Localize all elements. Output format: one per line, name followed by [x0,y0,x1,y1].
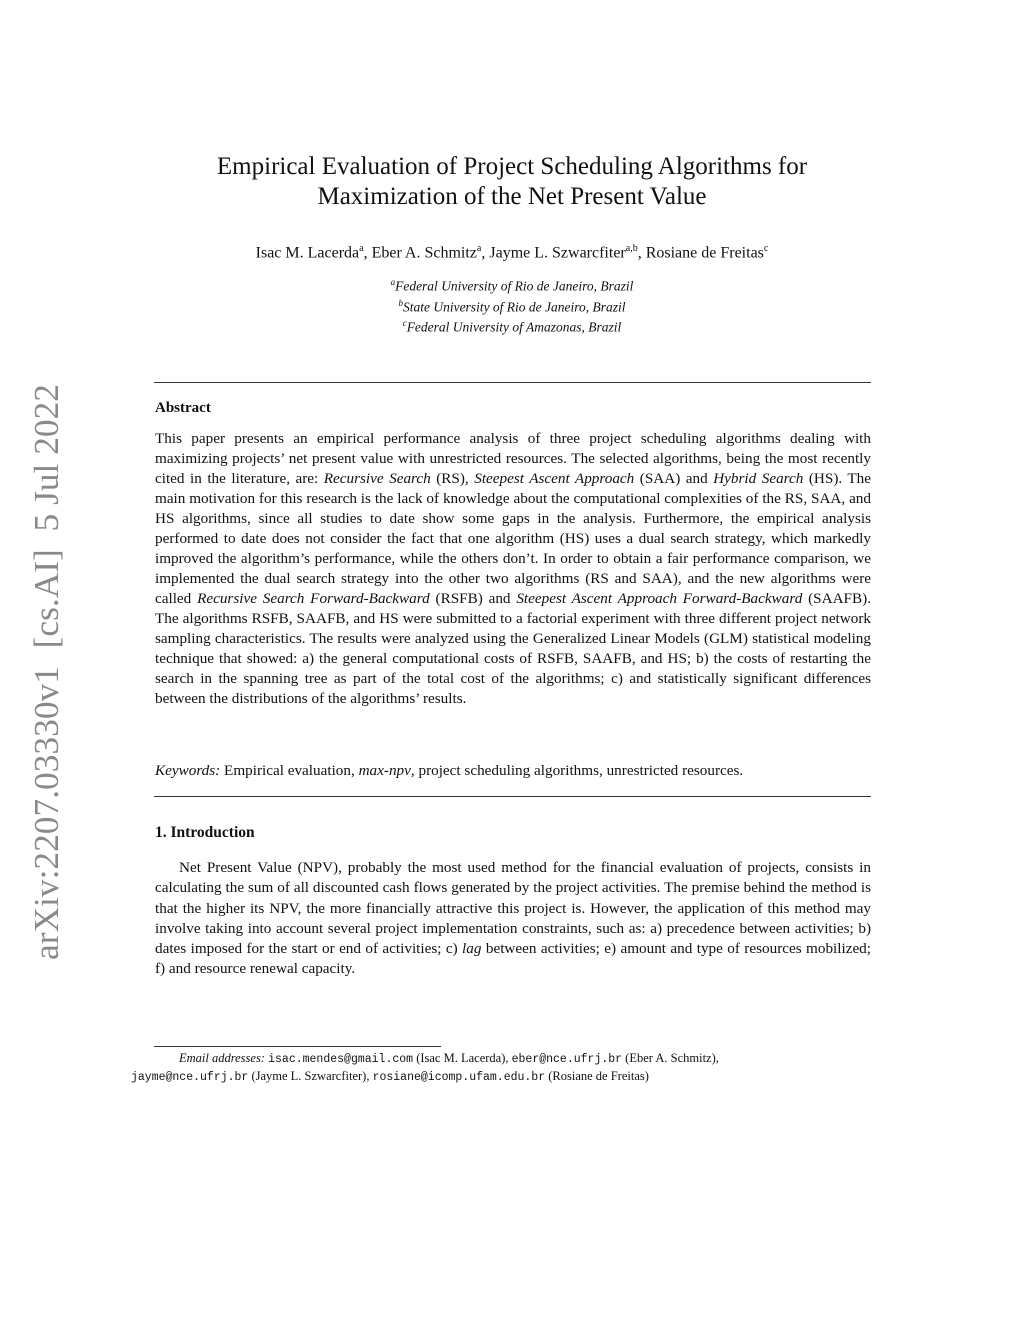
abstract-body [155,429,871,709]
keywords-line [155,761,871,781]
intro-text: between activities; e) amount and type of resources mobilized; f) and resource renewal capacity. [155,940,871,978]
arxiv-identifier-text: arXiv:2207.03330v1 [cs.AI] 5 Jul 2022 [27,390,66,960]
intro-emph: lag [462,940,482,958]
keywords-text: Empirical evaluation, [220,762,359,779]
footnote-text: (Rosiane de Freitas) [545,1069,649,1083]
author-affil-mark: c [763,243,769,254]
paper-title [150,152,874,212]
footnote-text: (Isac M. Lacerda), [413,1051,512,1065]
affil-mark: b [398,297,403,308]
author-name: Eber A. Schmitz [371,244,477,262]
author-list: Isac M. Lacerda$^a$, Eber A. Schmitz$^a$, Jayme L. Szwarcfiter$^{a,b}$, Rosiane de Freitas$^c$ [255,243,769,262]
footnote-rule [154,1046,441,1047]
keywords-label: Keywords: [155,762,221,779]
affiliation [150,315,874,336]
author-affil-mark: a [359,243,364,254]
abstract-emph: Hybrid Search [713,470,804,487]
arxiv-identifier-stamp [22,384,66,960]
abstract-heading: Abstract [155,400,211,416]
affil-name: Federal University of Amazonas, Brazil [406,319,622,335]
keywords-text: , project scheduling algorithms, unrestricted resources. [410,762,744,779]
abstract-emph: Recursive Search Forward-Backward [197,590,430,607]
section-heading-introduction: 1. Introduction [155,824,255,841]
author-name: Isac M. Lacerda [255,244,360,262]
keywords-emph: max-npv [358,762,411,779]
intro-text: Net Present Value (NPV), probably the most used method for the financial evaluation of projects, consists in calculating the sum of all discounted cash flows generated by the project activities. The premise behind the method is that the higher its NPV, the more financially attractive this project is. However, the application of this method may involve taking into account several project implementation constraints, such as: a) precedence between activities; b) dates imposed for the start or end of activities; c) [155,859,871,958]
footnote-text: (Eber A. Schmitz), [622,1051,719,1065]
author-affil-mark: a [476,243,482,254]
abstract-text: (RSFB) and [429,590,517,607]
abstract-text: This paper presents an empirical performance analysis of three project scheduling algorithms dealing with maximizing projects’ net present value with unrestricted resources. The selected algorithms, being the most recently cited in the literature, are: [155,430,871,487]
affil-mark: a [390,277,396,287]
footnote-label: Email addresses: [179,1051,265,1065]
title-line-1: Empirical Evaluation of Project Scheduling Algorithms for [216,153,808,180]
author-affil-mark: a,b [625,243,638,254]
title-line-2: Maximization of the Net Present Value [317,183,707,210]
footnote-text: (Jayme L. Szwarcfiter), [248,1069,373,1083]
affil-name: Federal University of Rio de Janeiro, Brazil [395,278,634,294]
author-name: Jayme L. Szwarcfiter [489,244,626,262]
footnote-email-addresses [131,1050,871,1086]
affil-mark: c [402,318,407,328]
affiliation [150,295,874,316]
abstract-emph: Steepest Ascent Approach Forward-Backward [516,590,803,607]
abstract-emph: Recursive Search [323,470,431,487]
affil-name: State University of Rio de Janeiro, Brazil [402,299,626,314]
abstract-text: (SAA) and [634,470,714,487]
affiliation-list [150,274,874,336]
abstract-text: (RS), [430,470,475,487]
introduction-paragraph [155,858,871,980]
abstract-text: (SAAFB). The algorithms RSFB, SAAFB, and HS were submitted to a factorial experiment with three different project network sampling characteristics. The results were analyzed using the Generalized Linear Models (GLM) statistical modeling technique that showed: a) the general computational costs of RSFB, SAAFB, and HS; b) the costs of restarting the search in the spanning tree as part of the total cost of the algorithms; c) and statistically significant differences between the distributions of the algorithms’ results. [155,590,871,707]
email-link[interactable]: rosiane@icomp.ufam.edu.br [372,1071,546,1084]
abstract-text: (HS). The main motivation for this research is the lack of knowledge about the computational complexities of the RS, SAA, and HS algorithms, since all studies to date show some gaps in the analysis. Furthermore, the empirical analysis performed to date does not consider the fact that one algorithm (HS) uses a dual search strategy, which markedly improved the algorithm’s performance, while the others don’t. In order to obtain a fair performance comparison, we implemented the dual search strategy into the other two algorithms (RS and SAA), and the new algorithms were called [155,470,872,607]
abstract-top-rule [154,382,871,383]
email-link[interactable]: isac.mendes@gmail.com [268,1053,414,1066]
email-link[interactable]: eber@nce.ufrj.br [511,1053,623,1066]
affiliation [150,274,874,295]
author-name: Rosiane de Freitas [645,244,764,262]
abstract-bottom-rule [154,796,871,797]
email-link[interactable]: jayme@nce.ufrj.br [131,1071,249,1084]
abstract-emph: Steepest Ascent Approach [474,470,635,487]
